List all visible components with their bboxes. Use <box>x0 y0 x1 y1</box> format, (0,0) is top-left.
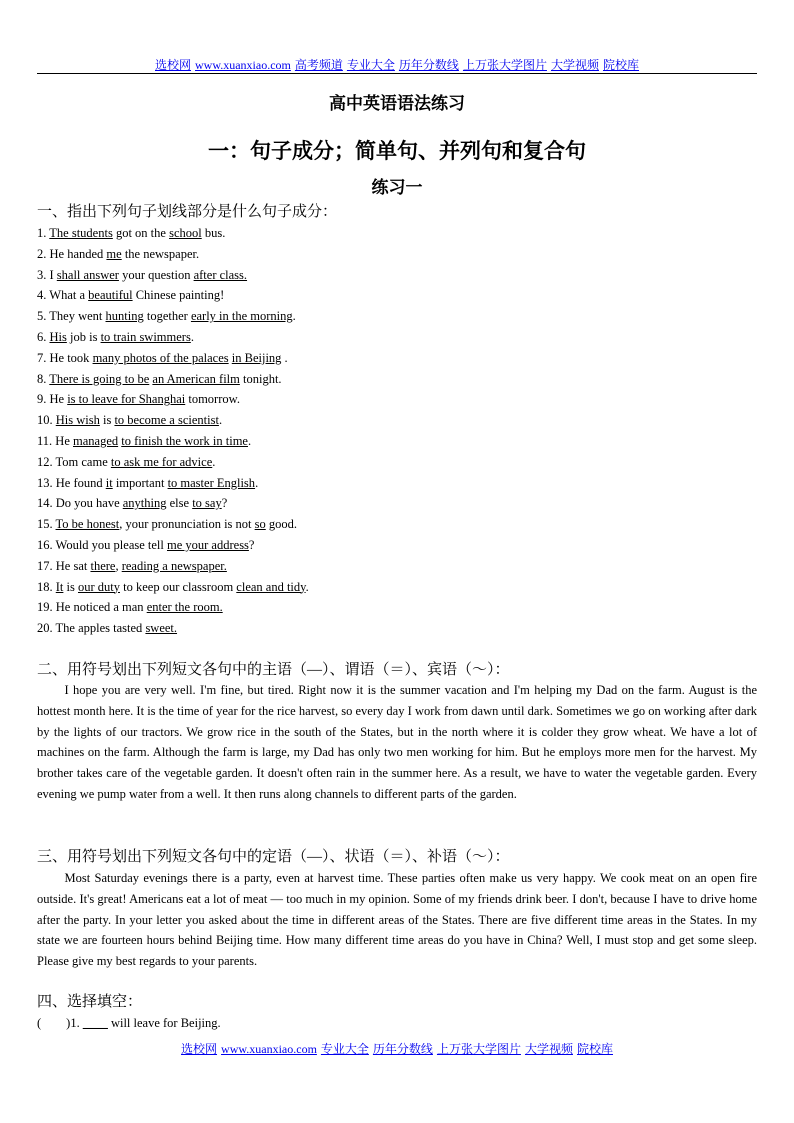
exercise-item <box>37 223 757 244</box>
sentence-text: . <box>190 329 194 344</box>
exercise-item <box>37 577 757 598</box>
sentence-text: . <box>218 413 223 428</box>
section3-passage <box>37 868 757 972</box>
sentence-text: 16. Would you please tell <box>37 537 167 552</box>
page-header-links <box>0 57 794 73</box>
underlined-phrase: me <box>106 246 122 261</box>
exercise-item <box>37 535 757 556</box>
sentence-text: is <box>99 413 115 428</box>
sentence-text: 7. He took <box>37 350 93 365</box>
page-footer-links <box>0 1041 794 1057</box>
underlined-phrase: There is going to be <box>49 371 150 386</box>
header-link-xuanxiao[interactable]: 选校网 <box>155 58 192 72</box>
footer-link-scores[interactable]: 历年分数线 <box>372 1042 433 1056</box>
sentence-text: the newspaper. <box>121 246 200 261</box>
exercise-item <box>37 431 757 452</box>
underlined-phrase: school <box>169 226 202 240</box>
sentence-text: 17. He sat <box>37 558 91 573</box>
underlined-phrase: to finish the work in time <box>121 433 248 448</box>
underlined-phrase: sweet. <box>145 621 178 636</box>
underlined-phrase: so <box>254 517 266 532</box>
underlined-phrase: His <box>49 329 67 344</box>
sentence-text: job is <box>66 329 101 344</box>
underlined-phrase: many photos of the palaces <box>92 350 229 365</box>
sentence-text: is <box>63 579 78 594</box>
underlined-phrase: His wish <box>55 413 100 428</box>
footer-link-videos[interactable]: 大学视频 <box>524 1042 573 1056</box>
sentence-text: 18. <box>37 579 56 594</box>
sentence-text: 15. <box>37 517 56 532</box>
section2-paragraph: I hope you are very well. I'm fine, but tired. Right now it is the summer vacation and I'm helping my Dad on the farm. August is the hottest month here. It is the time of year for the rice harvest, so every day I work from dawn until dark. Sometimes we go on working after dark by the lights of our tractors. We grow rice in the south of the States, but in the north where it is colder they grow wheat. We have a lot of machines on the farm. Although the farm is large, my Dad has only two men working for him. But he employs more men for the harvest. My brother takes care of the vegetable garden. It doesn't often rain in the summer here. As a result, we have to water the vegetable garden. Every evening we pump water from a well. It then runs along channels to different parts of the garden. <box>37 683 757 801</box>
sentence-text: 11. He <box>37 433 73 448</box>
underlined-phrase: is to leave for Shanghai <box>67 392 186 407</box>
sentence-text: 20. The apples tasted <box>37 621 146 636</box>
underlined-phrase: to ask me for advice <box>110 454 213 469</box>
exercise-item <box>37 452 757 473</box>
sentence-text: bus. <box>201 226 226 240</box>
header-link-website[interactable]: www.xuanxiao.com <box>195 58 291 72</box>
sentence-text: ? <box>221 496 228 511</box>
question-text: will leave for Beijing. <box>107 1016 221 1030</box>
exercise-item <box>37 306 757 327</box>
exercise-item <box>37 556 757 577</box>
underlined-phrase: The students <box>49 226 113 240</box>
sentence-text: . <box>292 309 296 324</box>
exercise-item <box>37 327 757 348</box>
question-number: ( )1. <box>37 1016 83 1030</box>
sentence-text: , <box>115 558 122 573</box>
underlined-phrase: to train swimmers <box>100 329 191 344</box>
sentence-text: . <box>281 350 288 365</box>
exercise-item <box>37 473 757 494</box>
sentence-text: . <box>255 475 259 490</box>
footer-link-website[interactable]: www.xuanxiao.com <box>221 1042 317 1056</box>
document-subtitle: 一：句子成分；简单句、并列句和复合句 <box>208 139 586 163</box>
underlined-phrase: shall answer <box>56 267 119 282</box>
sentence-text: . <box>305 579 309 594</box>
sentence-text: . <box>247 433 252 448</box>
underlined-phrase: hunting <box>105 309 144 324</box>
exercise-item <box>37 493 757 514</box>
sentence-text: together <box>143 309 191 324</box>
underlined-phrase: our duty <box>77 579 120 594</box>
underlined-phrase: early in the morning <box>190 309 293 324</box>
section4-question-1 <box>37 1013 757 1034</box>
sentence-text: 14. Do you have <box>37 496 123 511</box>
underlined-phrase: to master English <box>167 475 256 490</box>
section2-heading: 二、用符号划出下列短文各句中的主语（—）、谓语（＝）、宾语（～）： <box>37 662 510 678</box>
exercise-item <box>37 514 757 535</box>
sentence-text: your question <box>118 267 194 282</box>
sentence-text: 9. He <box>37 392 68 407</box>
underlined-phrase: me your address <box>167 537 249 552</box>
sentence-text: 13. He found <box>37 475 106 490</box>
section3-paragraph: Most Saturday evenings there is a party, even at harvest time. These parties often make us very happy. We cook meat on an open fire outside. It's great! Americans eat a lot of meat — too much in my opinion. Some of my friends drink beer. I don't, because I have to drive home after the party. In your letter you asked about the time in different areas of the States. There are five different time areas in the States. In my state we are fourteen hours behind Beijing time. How many different time areas do you have in China? Well, I must stop and get some sleep. Please give my best regards to your parents. <box>37 871 757 969</box>
exercise-item <box>37 348 757 369</box>
sentence-text: important <box>112 475 168 490</box>
header-link-photos[interactable]: 上万张大学图片 <box>462 58 547 72</box>
sentence-text: tomorrow. <box>185 392 240 407</box>
footer-link-xuanxiao[interactable]: 选校网 <box>181 1042 218 1056</box>
exercise-item <box>37 285 757 306</box>
underlined-phrase: beautiful <box>88 288 133 303</box>
section1-list <box>37 223 757 639</box>
underlined-phrase: managed <box>73 433 119 448</box>
underlined-phrase: To be honest <box>55 517 120 532</box>
sentence-text: 2. He handed <box>37 246 107 261</box>
sentence-text: got on the <box>112 226 170 240</box>
sentence-text: . <box>212 454 216 469</box>
footer-link-colleges[interactable]: 院校库 <box>576 1042 613 1056</box>
section2-passage <box>37 680 757 805</box>
section1-heading: 一、指出下列句子划线部分是什么句子成分： <box>37 204 338 220</box>
header-link-majors[interactable]: 专业大全 <box>346 58 395 72</box>
header-link-videos[interactable]: 大学视频 <box>550 58 599 72</box>
underlined-phrase: there <box>90 558 116 573</box>
sentence-text: else <box>166 496 193 511</box>
exercise-item <box>37 265 757 286</box>
exercise-item <box>37 618 757 639</box>
header-link-scores[interactable]: 历年分数线 <box>398 58 459 72</box>
underlined-phrase: to say <box>192 496 222 511</box>
underlined-phrase: reading a newspaper. <box>121 558 227 573</box>
sentence-text: 5. They went <box>37 309 106 324</box>
footer-link-majors[interactable]: 专业大全 <box>320 1042 369 1056</box>
underlined-phrase: after class. <box>193 267 248 282</box>
exercise-item <box>37 597 757 618</box>
sentence-text: 8. <box>37 371 50 386</box>
answer-blank: ____ <box>82 1016 108 1030</box>
document-title: 高中英语语法练习 <box>329 94 465 113</box>
sentence-text: 4. What a <box>37 288 89 303</box>
section4-heading: 四、选择填空： <box>37 994 143 1010</box>
header-link-colleges[interactable]: 院校库 <box>602 58 639 72</box>
sentence-text: tonight. <box>239 371 282 386</box>
underlined-phrase: in Beijing <box>231 350 282 365</box>
footer-link-photos[interactable]: 上万张大学图片 <box>436 1042 521 1056</box>
header-link-gaokao[interactable]: 高考频道 <box>294 58 343 72</box>
sentence-text: 12. Tom came <box>37 454 111 469</box>
sentence-text: ? <box>248 537 255 552</box>
exercise-title: 练习一 <box>371 178 423 197</box>
sentence-text: 19. He noticed a man <box>37 600 147 615</box>
sentence-text: good. <box>265 517 298 532</box>
sentence-text: to keep our classroom <box>120 579 237 594</box>
exercise-item <box>37 410 757 431</box>
sentence-text: , your pronunciation is not <box>119 517 255 532</box>
section3-heading: 三、用符号划出下列短文各句中的定语（—）、状语（＝）、补语（～）： <box>37 849 510 865</box>
sentence-text: Chinese painting! <box>132 288 225 303</box>
underlined-phrase: it <box>105 475 113 490</box>
sentence-text: 1. <box>37 226 50 240</box>
underlined-phrase: anything <box>122 496 167 511</box>
exercise-item <box>37 369 757 390</box>
header-divider <box>37 73 757 74</box>
underlined-phrase: clean and tidy <box>236 579 306 594</box>
underlined-phrase: an American film <box>152 371 240 386</box>
sentence-text: 10. <box>37 413 56 428</box>
sentence-text: 6. <box>37 329 50 344</box>
exercise-item <box>37 389 757 410</box>
exercise-item <box>37 244 757 265</box>
underlined-phrase: to become a scientist <box>114 413 219 428</box>
underlined-phrase: It <box>55 579 64 594</box>
underlined-phrase: enter the room. <box>146 600 223 615</box>
sentence-text: 3. I <box>37 267 57 282</box>
